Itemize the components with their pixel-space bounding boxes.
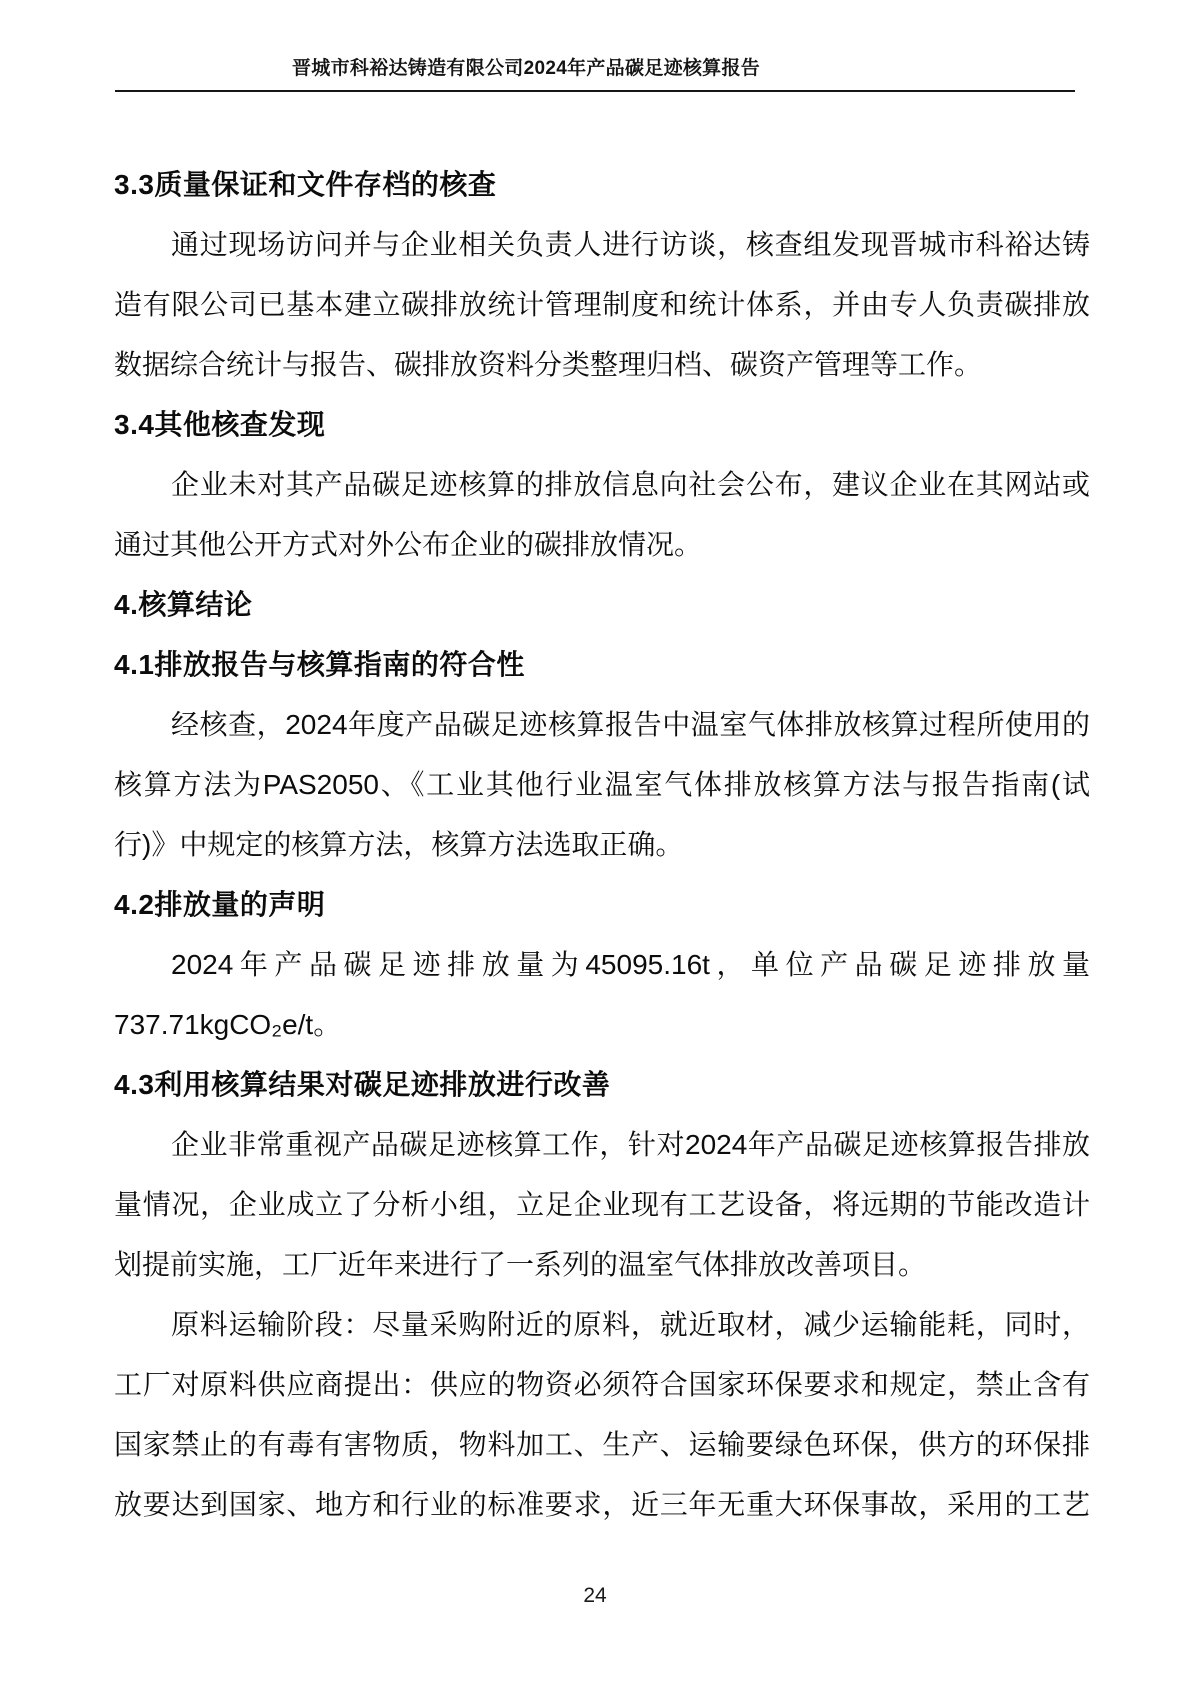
paragraph-line: 通过现场访问并与企业相关负责人进行访谈，核查组发现晋城市科裕达铸 [171, 229, 1090, 260]
paragraph-line: 企业未对其产品碳足迹核算的排放信息向社会公布，建议企业在其网站或 [171, 469, 1090, 500]
paragraph-line: 行)》中规定的核算方法，核算方法选取正确。 [114, 829, 684, 860]
header-divider-rule [115, 90, 1075, 92]
section-heading-4-2: 4.2排放量的声明 [114, 889, 326, 920]
paragraph-line: 核算方法为PAS2050、《工业其他行业温室气体排放核算方法与报告指南(试 [114, 769, 1090, 800]
paragraph-line: 企业非常重视产品碳足迹核算工作，针对2024年产品碳足迹核算报告排放 [171, 1129, 1090, 1160]
page-header-title: 晋城市科裕达铸造有限公司2024年产品碳足迹核算报告 [292, 58, 761, 79]
paragraph-line: 放要达到国家、地方和行业的标准要求，近三年无重大环保事故，采用的工艺 [114, 1489, 1090, 1520]
section-heading-4-3: 4.3利用核算结果对碳足迹排放进行改善 [114, 1069, 611, 1100]
section-heading-4-1: 4.1排放报告与核算指南的符合性 [114, 649, 525, 680]
paragraph-line: 造有限公司已基本建立碳排放统计管理制度和统计体系，并由专人负责碳排放 [114, 289, 1090, 320]
section-heading-3-4: 3.4其他核查发现 [114, 409, 326, 440]
section-heading-4: 4.核算结论 [114, 589, 253, 620]
document-body [114, 155, 1090, 1535]
paragraph-line: 划提前实施，工厂近年来进行了一系列的温室气体排放改善项目。 [114, 1249, 927, 1280]
paragraph-line: 2024年产品碳足迹排放量为45095.16t，单位产品碳足迹排放量 [171, 949, 1090, 980]
paragraph-line: 原料运输阶段：尽量采购附近的原料，就近取材，减少运输能耗，同时， [171, 1309, 1090, 1340]
page-number: 24 [583, 1584, 607, 1607]
paragraph-line: 737.71kgCO₂e/t。 [114, 1009, 342, 1040]
paragraph-line: 数据综合统计与报告、碳排放资料分类整理归档、碳资产管理等工作。 [114, 349, 983, 380]
paragraph-line: 量情况，企业成立了分析小组，立足企业现有工艺设备，将远期的节能改造计 [114, 1189, 1090, 1220]
section-heading-3-3: 3.3质量保证和文件存档的核查 [114, 169, 497, 200]
paragraph-line: 经核查，2024年度产品碳足迹核算报告中温室气体排放核算过程所使用的 [171, 709, 1090, 740]
paragraph-line: 工厂对原料供应商提出：供应的物资必须符合国家环保要求和规定，禁止含有 [114, 1369, 1090, 1400]
paragraph-line: 国家禁止的有毒有害物质，物料加工、生产、运输要绿色环保，供方的环保排 [114, 1429, 1090, 1460]
paragraph-line: 通过其他公开方式对外公布企业的碳排放情况。 [114, 529, 703, 560]
